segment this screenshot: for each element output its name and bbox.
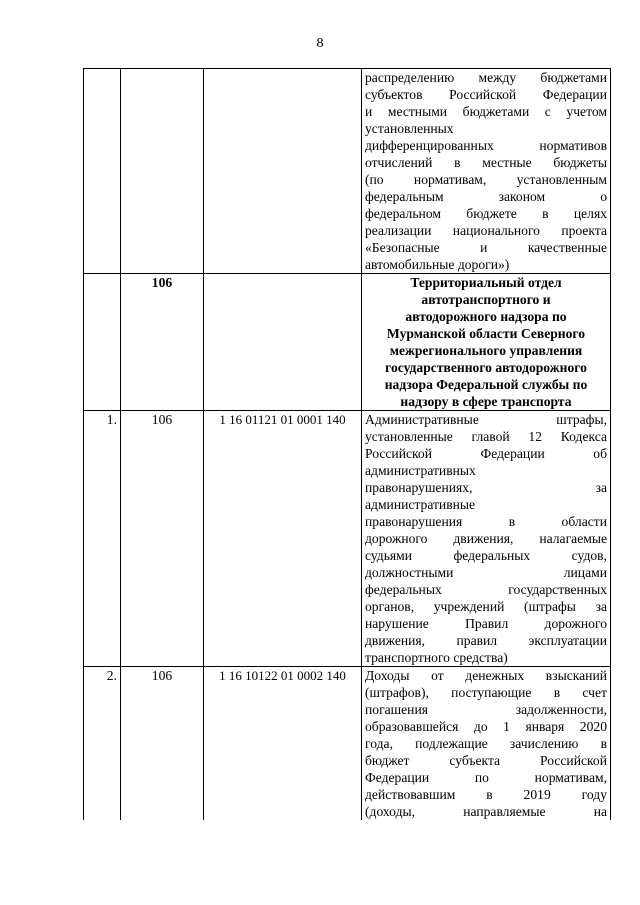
- description-line: административных: [365, 463, 476, 478]
- row-number-cell: 1.: [84, 411, 121, 667]
- admin-code-cell: 106: [121, 667, 204, 821]
- description-line: (по нормативам, установленным: [365, 172, 607, 187]
- description-line: правонарушениях, за: [365, 480, 607, 495]
- administrator-name-line: надзору в сфере транспорта: [400, 394, 572, 409]
- administrator-name-line: Мурманской области Северного: [386, 326, 586, 341]
- description-line: реализации национального проекта: [365, 223, 607, 238]
- description-line: и местными бюджетами с учетом: [365, 104, 607, 119]
- description-line: органов, учреждений (штрафы за: [365, 599, 607, 614]
- description-line: установленные главой 12 Кодекса: [365, 429, 607, 444]
- table-row: [84, 69, 611, 274]
- description-line: правонарушения в области: [365, 514, 607, 529]
- description-line: федеральным законом о: [365, 189, 607, 204]
- description-line: Доходы от денежных взысканий: [365, 668, 607, 683]
- description-line: транспортного средства): [365, 650, 508, 665]
- description-line: погашения задолженности,: [365, 702, 607, 717]
- description-line: (доходы, направляемые на: [365, 804, 607, 819]
- description-cell: [362, 411, 611, 667]
- description-cell: [362, 69, 611, 274]
- page-number: 8: [316, 36, 324, 51]
- description-line: (штрафов), поступающие в счет: [365, 685, 607, 700]
- description-line: дорожного движения, налагаемые: [365, 531, 607, 546]
- admin-code-cell: [121, 69, 204, 274]
- description-line: образовавшейся до 1 января 2020: [365, 719, 607, 734]
- description-line: должностными лицами: [365, 565, 607, 580]
- budget-code-cell: [204, 69, 362, 274]
- administrator-name-line: межрегионального управления: [389, 343, 583, 358]
- table-row: [84, 667, 611, 821]
- description-line: отчислений в местные бюджеты: [365, 155, 607, 170]
- description-line: автомобильные дороги»): [365, 257, 510, 272]
- description-line: «Безопасные и качественные: [365, 240, 607, 255]
- description-line: Административные штрафы,: [365, 412, 607, 427]
- admin-code-cell: 106: [121, 274, 204, 411]
- administrator-name-line: государственного автодорожного: [385, 360, 587, 375]
- description-line: нарушение Правил дорожного: [365, 616, 607, 631]
- budget-code-cell: 1 16 10122 01 0002 140: [204, 667, 362, 821]
- description-line: года, подлежащие зачислению в: [365, 736, 607, 751]
- admin-code-cell: 106: [121, 411, 204, 667]
- description-line: Российской Федерации об: [365, 446, 607, 461]
- description-line: распределению между бюджетами: [365, 70, 607, 85]
- description-cell: [362, 667, 611, 821]
- table-row: [84, 411, 611, 667]
- revenue-classification-table: [83, 68, 611, 820]
- budget-code-cell: 1 16 01121 01 0001 140: [204, 411, 362, 667]
- administrator-name-cell: [362, 274, 611, 411]
- description-line: федеральном бюджете в целях: [365, 206, 607, 221]
- description-line: бюджет субъекта Российской: [365, 753, 607, 768]
- administrator-name-line: надзора Федеральной службы по: [384, 377, 588, 392]
- description-line: движения, правил эксплуатации: [365, 633, 607, 648]
- row-number-cell: [84, 69, 121, 274]
- description-line: федеральных государственных: [365, 582, 607, 597]
- administrator-name-line: Территориальный отдел: [410, 275, 562, 290]
- table-row: [84, 274, 611, 411]
- administrator-name-line: автодорожного надзора по: [405, 309, 567, 324]
- row-number-cell: [84, 274, 121, 411]
- description-line: субъектов Российской Федерации: [365, 87, 607, 102]
- description-line: установленных: [365, 121, 454, 136]
- description-line: дифференцированных нормативов: [365, 138, 607, 153]
- description-line: судьями федеральных судов,: [365, 548, 607, 563]
- description-line: Федерации по нормативам,: [365, 770, 607, 785]
- description-line: административные: [365, 497, 476, 512]
- description-line: действовавшим в 2019 году: [365, 787, 607, 802]
- administrator-name-line: автотранспортного и: [421, 292, 551, 307]
- row-number-cell: 2.: [84, 667, 121, 821]
- budget-code-cell: [204, 274, 362, 411]
